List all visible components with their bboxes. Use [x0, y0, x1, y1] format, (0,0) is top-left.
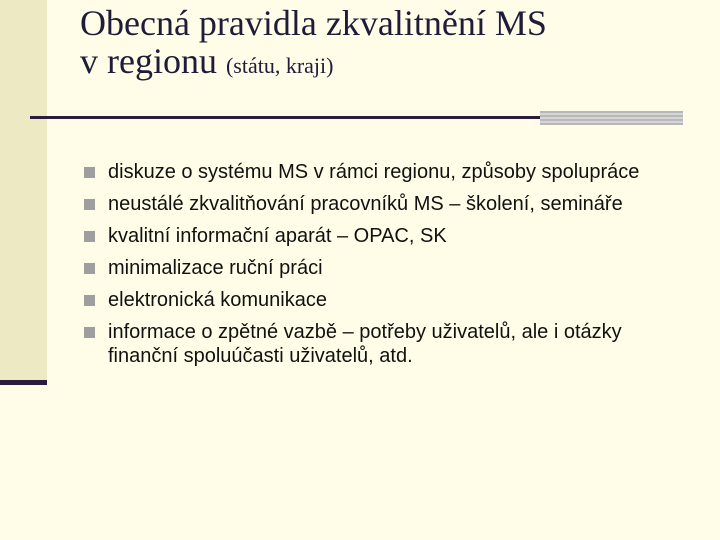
bullet-list	[84, 160, 684, 376]
bullet-text: kvalitní informační aparát – OPAC, SK	[108, 225, 447, 247]
title-line-2	[80, 42, 700, 85]
slide-title	[80, 4, 700, 85]
bullet-text: informace o zpětné vazbě – potřeby uživatelů, ale i otázky finanční spoluúčasti uživatelů, atd.	[108, 321, 622, 367]
bullet-item	[84, 288, 684, 312]
left-decor-line	[0, 380, 47, 385]
bullet-text: elektronická komunikace	[108, 289, 327, 311]
bullet-item	[84, 160, 684, 184]
square-bullet-icon	[84, 327, 95, 338]
square-bullet-icon	[84, 231, 95, 242]
title-line-2-main: v regionu	[80, 41, 217, 81]
title-divider-grey	[540, 111, 683, 125]
bullet-item	[84, 224, 684, 248]
square-bullet-icon	[84, 263, 95, 274]
square-bullet-icon	[84, 167, 95, 178]
title-line-1: Obecná pravidla zkvalitnění MS	[80, 3, 547, 43]
title-divider-dark	[30, 116, 540, 119]
bullet-item	[84, 320, 684, 368]
square-bullet-icon	[84, 199, 95, 210]
bullet-item	[84, 192, 684, 216]
bullet-text: diskuze o systému MS v rámci regionu, způsoby spolupráce	[108, 161, 640, 183]
left-decor-strip	[0, 0, 47, 382]
bullet-item	[84, 256, 684, 280]
bullet-text: minimalizace ruční práci	[108, 257, 323, 279]
bullet-text: neustálé zkvalitňování pracovníků MS – školení, semináře	[108, 193, 623, 215]
square-bullet-icon	[84, 295, 95, 306]
title-line-2-sub: (státu, kraji)	[225, 53, 334, 78]
